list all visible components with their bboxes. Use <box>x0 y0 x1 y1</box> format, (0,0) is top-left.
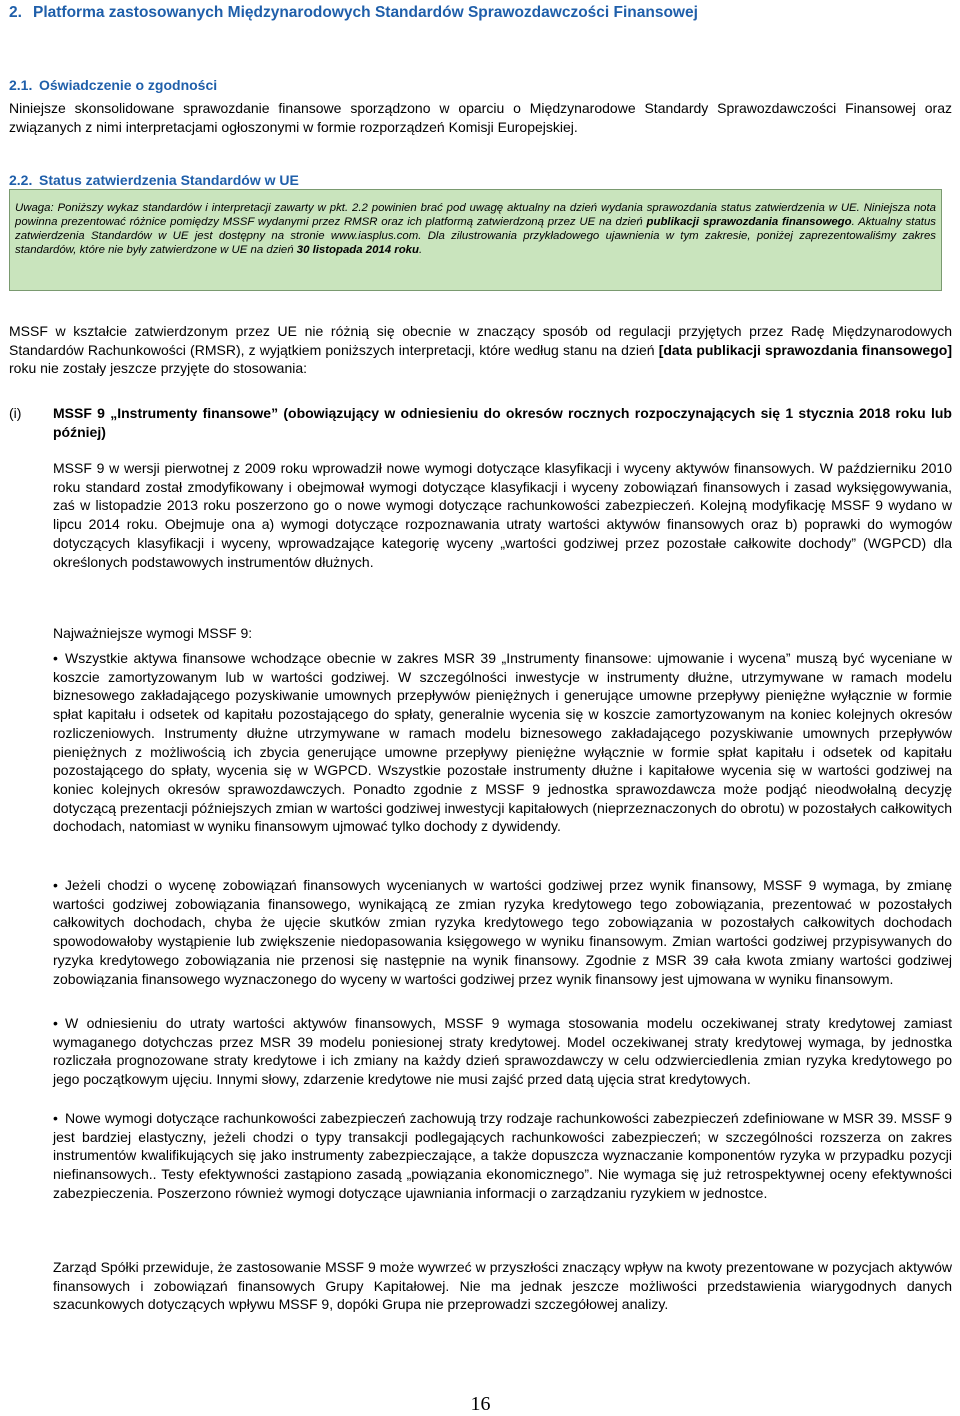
section-title: Platforma zastosowanych Międzynarodowych Standardów Sprawozdawczości Finansowej <box>33 4 698 21</box>
requirements-heading: Najważniejsze wymogi MSSF 9: <box>53 625 253 641</box>
section-number: 2. <box>9 4 22 21</box>
intro-text: MSSF w kształcie zatwierdzonym przez UE nie różnią się obecnie w znaczący sposób od regulacji przyjętych przez Radę Międzynarodowych Standardów Rachunkowości (RMSR), z wyjątkiem poniższych interpretacji, które według stanu na dzień <box>9 323 952 358</box>
subsection-number: 2.1. <box>9 77 33 93</box>
closing-paragraph: Zarząd Spółki przewiduje, że zastosowanie MSSF 9 może wywrzeć w przyszłości znaczący wpływ na kwoty prezentowane w pozycjach aktywów finansowych i zobowiązań finansowych Grupy Kapitałowej. Nie ma jednak jeszcze możliwości przedstawienia wiarygodnych danych szacunkowych dotyczących wpływu MSSF 9, dopóki Grupa nie przeprowadzi szczegółowej analizy. <box>53 1259 952 1313</box>
note-text-2: . Aktualny status zatwierdzenia Standardów w UE jest dostępny na stronie www.iasplus.com. Dla zilustrowania przykładowego ujawnienia w tym zakresie, poniżej zaprezentowaliśmy zakres standardów, które nie były zatwierdzone w UE na dzień <box>15 216 936 257</box>
note-bold-2: 30 listopada 2014 roku <box>296 244 419 257</box>
list-item <box>53 876 952 988</box>
bullet-text: W odniesieniu do utraty wartości aktywów finansowych, MSSF 9 wymaga stosowania modelu oczekiwanej straty kredytowej zamiast wymaganego dotychczas przez MSR 39 modelu poniesionej straty kredytowej. Model oczekiwanej straty kredytowej wymaga, by jednostka rozliczała prognozowane straty kredytowe i ich zmiany na każdy dzień sprawozdawczy w celu odzwierciedlenia zmian ryzyka kredytowego po jego początkowym ujęciu. Innymi słowy, zdarzenie kredytowe nie musi zajść przed datą ujęcia strat kredytowych. <box>53 1015 952 1088</box>
item-title: MSSF 9 „Instrumenty finansowe” (obowiązujący w odniesieniu do okresów rocznych rozpoczynających się 1 stycznia 2018 roku lub później) <box>53 405 952 440</box>
page-number: 16 <box>470 1393 491 1415</box>
section-heading <box>9 4 698 22</box>
bullet-text: Nowe wymogi dotyczące rachunkowości zabezpieczeń zachowują trzy rodzaje rachunkowości zabezpieczeń zdefiniowane w MSR 39. MSSF 9 jest bardziej elastyczny, jeżeli chodzi o typy transakcji podlegających rachunkowości zabezpieczeń; w szczególności rozszerza on zakres instrumentów kwalifikujących się jako instrumenty zabezpieczające, a także dopuszcza wyznaczanie komponentów ryzyka w przypadku pozycji niefinansowych.. Testy efektywności zastąpiono zasadą „powiązania ekonomicznego”. Nie wymaga się już retrospektywnej oceny efektywności zabezpieczenia. Poszerzono również wymogi dotyczące ujawniania informacji o zarządzaniu ryzykiem w jednostce. <box>53 1110 952 1201</box>
list-item <box>53 649 952 836</box>
bullet-icon: • <box>53 650 58 666</box>
subsection-title: Status zatwierdzenia Standardów w UE <box>39 172 299 188</box>
note-bold-1: publikacji sprawozdania finansowego <box>646 216 852 229</box>
list-item <box>53 1014 952 1089</box>
subsection-heading-2-2 <box>9 172 299 188</box>
bullet-icon: • <box>53 877 58 893</box>
intro-tail: roku nie zostały jeszcze przyjęte do stosowania: <box>9 360 308 377</box>
note-box <box>9 189 942 291</box>
list-item <box>53 1109 952 1203</box>
note-text-3: . <box>418 244 423 257</box>
subsection-number: 2.2. <box>9 172 33 188</box>
compliance-statement: Niniejsze skonsolidowane sprawozdanie finansowe sporządzono w oparciu o Międzynarodowe Standardy Sprawozdawczości Finansowej oraz związanych z nimi interpretacjami ogłoszonymi w formie rozporządzeń Komisji Europejskiej. <box>9 100 952 135</box>
intro-paragraph <box>9 322 952 378</box>
bullet-icon: • <box>53 1110 58 1126</box>
note-text-1: Uwaga: Poniższy wykaz standardów i interpretacji zawarty w pkt. 2.2 powinien brać pod uwagę aktualny na dzień wydania sprawozdania status zatwierdzenia w UE. Niniejsza nota powinna prezentować różnice pomiędzy MSSF wydanymi przez RMSR oraz ich platformą zatwierdzoną przez UE na dzień <box>15 202 936 229</box>
subsection-heading-2-1 <box>9 77 217 93</box>
item-paragraph: MSSF 9 w wersji pierwotnej z 2009 roku wprowadził nowe wymogi dotyczące klasyfikacji i wyceny aktywów finansowych. W październiku 2010 roku standard został zmodyfikowany i obejmował wymogi dotyczące klasyfikacji i wyceny zobowiązań finansowych i zasad wyksięgowywania, zaś w listopadzie 2013 roku poszerzono go o nowe wymogi dotyczące rachunkowości zabezpieczeń. Kolejną modyfikację MSSF 9 wydano w lipcu 2014 roku. Obejmuje ona a) wymogi dotyczące rozpoznawania utraty wartości aktywów finansowych oraz b) poprawki do wymogów dotyczących klasyfikacji i wyceny, wprowadzające kategorię wyceny „wartości godziwej przez pozostałe całkowite dochody” (WGPCD) dla określonych podstawowych instrumentów dłużnych. <box>53 460 952 570</box>
bullet-text: Jeżeli chodzi o wycenę zobowiązań finansowych wycenianych w wartości godziwej przez wynik finansowy, MSSF 9 wymaga, by zmianę wartości godziwej zobowiązania finansowego, wynikającą ze zmian ryzyka kredytowego tego zobowiązania, prezentować w pozostałych całkowitych dochodach, chyba że ujęcie skutków zmian ryzyka kredytowego tego zobowiązania w pozostałych całkowitych dochodach spowodowałoby wystąpienie lub zwiększenie niedopasowania księgowego w wyniku finansowym. Zmian wartości godziwej przypisywanych do ryzyka kredytowego zobowiązania nie przenosi się następnie na wynik finansowy. Zgodnie z MSR 39 cała kwota zmiany wartości godziwej zobowiązania finansowego wyznaczonego do wyceny w wartości godziwej przez wynik finansowy jest ujmowana w wyniku finansowym. <box>53 877 952 987</box>
bullet-text: Wszystkie aktywa finansowe wchodzące obecnie w zakres MSR 39 „Instrumenty finansowe: ujmowanie i wycena” muszą być wyceniane w koszcie zamortyzowanym lub w wartości godziwej. W szczególności inwestycje w instrumenty dłużne, utrzymywane w ramach modelu biznesowego zakładającego pozyskiwanie umownych przepływów pieniężnych i generujące umowne przepływy pieniężne wyłącznie w formie spłat kapitału i odsetek od kapitału pozostającego do spłaty, generalnie wycenia się w koszcie zamortyzowanym na koniec kolejnych okresów rozliczeniowych. Instrumenty dłużne utrzymywane w ramach modelu biznesowego zakładającego pozyskiwanie umownych przepływów pieniężnych z możliwością ich zbycia generujące umowne przepływy pieniężne wyłącznie w formie spłat kapitału i odsetek od kapitału pozostającego do spłaty, wycenia się w WGPCD. Wszystkie pozostałe instrumenty dłużne i kapitałowe wycenia się w wartości godziwej na koniec kolejnych okresów sprawozdawczych. Ponadto zgodnie z MSSF 9 jednostka sprawozdawcza może podjąć nieodwołalną decyzję dotyczącą prezentacji późniejszych zmian w wartości godziwej inwestycji kapitałowych (nieprzeznaczonych do obrotu) w pozostałych całkowitych dochodach, natomiast w wyniku finansowym ujmować tylko dochody z dywidendy. <box>53 650 952 835</box>
subsection-title: Oświadczenie o zgodności <box>39 77 218 93</box>
intro-bold: [data publikacji sprawozdania finansowego] <box>658 341 952 358</box>
item-number: (i) <box>9 405 22 421</box>
bullet-icon: • <box>53 1015 58 1031</box>
